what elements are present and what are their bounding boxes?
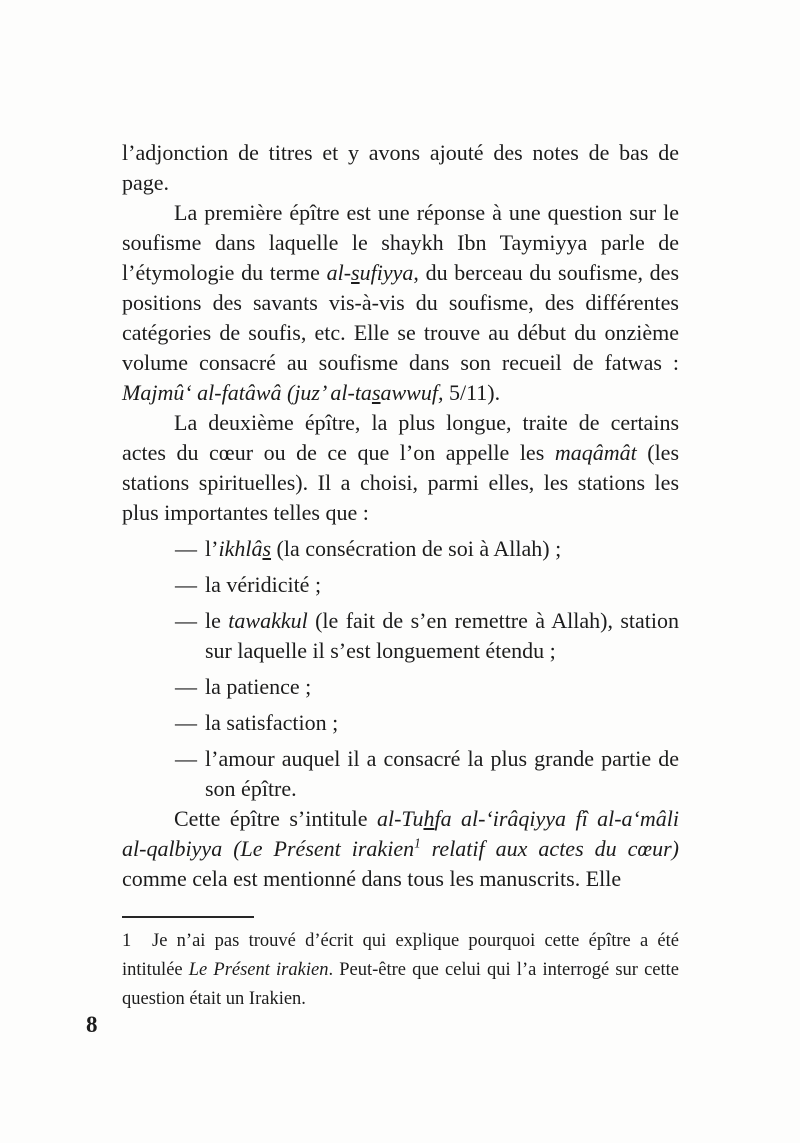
list-item-satisfaction bbox=[175, 708, 679, 738]
text-run: la véridicité ; bbox=[205, 572, 322, 597]
paragraph-title-epistle bbox=[122, 804, 679, 894]
italic-run: Le Présent irakien bbox=[188, 960, 329, 980]
italic-run: ikhlâ bbox=[218, 536, 263, 561]
text-run: Je n’ai pas trouvé d’écrit qui explique pourquoi cette épître a été intitulée bbox=[122, 931, 679, 980]
text-run: la patience ; bbox=[205, 674, 312, 699]
em-dash: — bbox=[175, 746, 197, 771]
transliteration-underline-run: s bbox=[351, 260, 360, 285]
italic-run: maqâmât bbox=[554, 440, 637, 465]
text-run: (la consécration de soi à Allah) ; bbox=[271, 536, 562, 561]
text-run: l’ bbox=[205, 536, 219, 561]
italic-run: (Le Présent irakien bbox=[222, 836, 415, 861]
paragraph-intro bbox=[122, 138, 679, 198]
text-run: 5/11). bbox=[443, 380, 501, 405]
paragraph-first-epistle bbox=[122, 198, 679, 408]
italic-run: Majmû‘ al-fatâwâ (juz’ al-ta bbox=[122, 380, 372, 405]
paragraph-second-epistle bbox=[122, 408, 679, 528]
italic-run: tawakkul bbox=[228, 608, 308, 633]
text-run: La première épître est une réponse à une question sur le soufisme dans laquelle le shaykh Ibn Taymiyya parle de l’étymologie du terme bbox=[122, 200, 679, 285]
em-dash: — bbox=[175, 608, 197, 633]
list-item-amour bbox=[175, 744, 679, 804]
text-run: . Peut-être que celui qui l’a interrogé sur cette question était un Irakien. bbox=[122, 960, 680, 1009]
stations-list bbox=[175, 534, 679, 804]
text-run: le bbox=[205, 608, 229, 633]
text-run: Cette épître s’intitule bbox=[174, 806, 377, 831]
list-item-veridicite bbox=[175, 570, 679, 600]
list-item-tawakkul bbox=[175, 606, 679, 666]
footnote-number: 1 bbox=[122, 931, 132, 951]
text-run: l’amour auquel il a consacré la plus grande partie de son épître. bbox=[205, 746, 679, 801]
em-dash: — bbox=[175, 710, 197, 735]
italic-run: al- bbox=[326, 260, 352, 285]
text-run: l’adjonction de titres et y avons ajouté des notes de bas de page. bbox=[122, 140, 679, 195]
list-item-patience bbox=[175, 672, 679, 702]
transliteration-underline-run: s bbox=[371, 380, 381, 405]
text-run: La deuxième épître, la plus longue, traite de certains actes du cœur ou de ce que l’on appelle les bbox=[122, 410, 679, 465]
text-run: (les stations spirituelles). Il a choisi, parmi elles, les stations les plus importantes telles que : bbox=[122, 440, 680, 525]
em-dash: — bbox=[175, 572, 197, 597]
em-dash: — bbox=[175, 536, 197, 561]
footnote-section bbox=[122, 916, 679, 1014]
italic-run: fa al-‘irâqiyya fî al-a‘mâli al-qalbiyya bbox=[122, 806, 679, 861]
transliteration-underline-run: h bbox=[423, 806, 435, 831]
italic-run: relatif aux actes du cœur) bbox=[420, 836, 679, 861]
em-dash: — bbox=[175, 674, 197, 699]
text-column bbox=[122, 138, 679, 894]
italic-run: awwuf, bbox=[380, 380, 444, 405]
italic-run: al-Tu bbox=[376, 806, 424, 831]
text-run: comme cela est mentionné dans tous les manuscrits. Elle bbox=[122, 866, 622, 891]
page-number: 8 bbox=[86, 1012, 98, 1037]
text-run: (le fait de s’en remettre à Allah), station sur laquelle il s’est longuement étendu ; bbox=[205, 608, 679, 663]
footnote-reference-superscript: 1 bbox=[414, 835, 421, 851]
italic-run: ufiyya bbox=[359, 260, 414, 285]
footnote-rule bbox=[122, 916, 254, 918]
transliteration-underline-run: s bbox=[262, 536, 272, 561]
footnote bbox=[122, 927, 679, 1014]
list-item-ikhlas bbox=[175, 534, 679, 564]
text-run: la satisfaction ; bbox=[205, 710, 339, 735]
text-run: , du berceau du soufisme, des positions des savants vis-à-vis du soufisme, des différentes catégories de soufis, etc. Elle se trouve au début du onzième volume consacré au soufisme dans son recueil de fatwas : bbox=[122, 260, 680, 375]
